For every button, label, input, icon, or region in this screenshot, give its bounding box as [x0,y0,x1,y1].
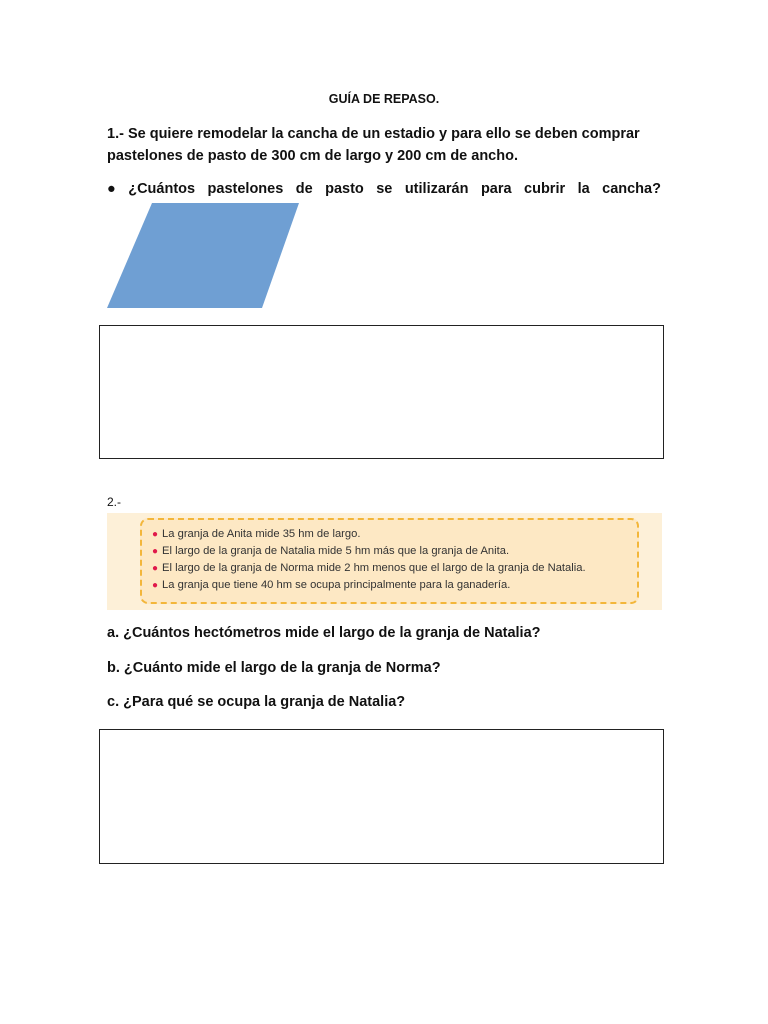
bullet-icon: ● [152,546,159,557]
list-item [152,577,637,594]
bullet-icon: ● [152,563,159,574]
farm-info-card [140,518,639,604]
bullet-icon: ● [152,529,159,540]
parallelogram [107,203,299,308]
answer-box-2[interactable] [99,729,664,864]
bullet-word: pasto [325,181,364,197]
info-text: La granja de Anita mide 35 hm de largo. [162,528,361,540]
bullet-dot: ● [107,181,116,197]
bullet-word: la [577,181,590,197]
bullet-icon: ● [152,580,159,591]
question-2b: b. ¿Cuánto mide el largo de la granja de Norma? [107,660,441,676]
question-2-number: 2.- [107,495,122,509]
bullet-word: de [295,181,313,197]
bullet-word: para [480,181,512,197]
answer-box-1[interactable] [99,325,664,459]
list-item [152,543,637,560]
list-item [152,526,637,543]
bullet-word: ¿Cuántos [128,181,196,197]
parallelogram-shape [106,202,302,310]
info-text: El largo de la granja de Norma mide 2 hm menos que el largo de la granja de Natalia. [162,562,586,574]
bullet-word: se [376,181,393,197]
page-title: GUÍA DE REPASO. [328,92,440,106]
farm-info-panel [107,513,662,610]
farm-info-list [142,520,637,594]
info-text: El largo de la granja de Natalia mide 5 hm más que la granja de Anita. [162,545,510,557]
question-1-bullet [107,181,661,197]
bullet-word: utilizarán [404,181,469,197]
list-item [152,560,637,577]
bullet-word: pastelones [207,181,284,197]
question-1-text: 1.- Se quiere remodelar la cancha de un estadio y para ello se deben comprar pastelones de pasto de 300 cm de largo y 200 cm de ancho. [107,126,640,164]
bullet-word: cubrir [524,181,566,197]
bullet-word: cancha? [602,181,661,197]
question-2c: c. ¿Para qué se ocupa la granja de Natalia? [107,694,406,710]
info-text: La granja que tiene 40 hm se ocupa principalmente para la ganadería. [162,579,511,591]
question-2a: a. ¿Cuántos hectómetros mide el largo de la granja de Natalia? [107,625,541,641]
